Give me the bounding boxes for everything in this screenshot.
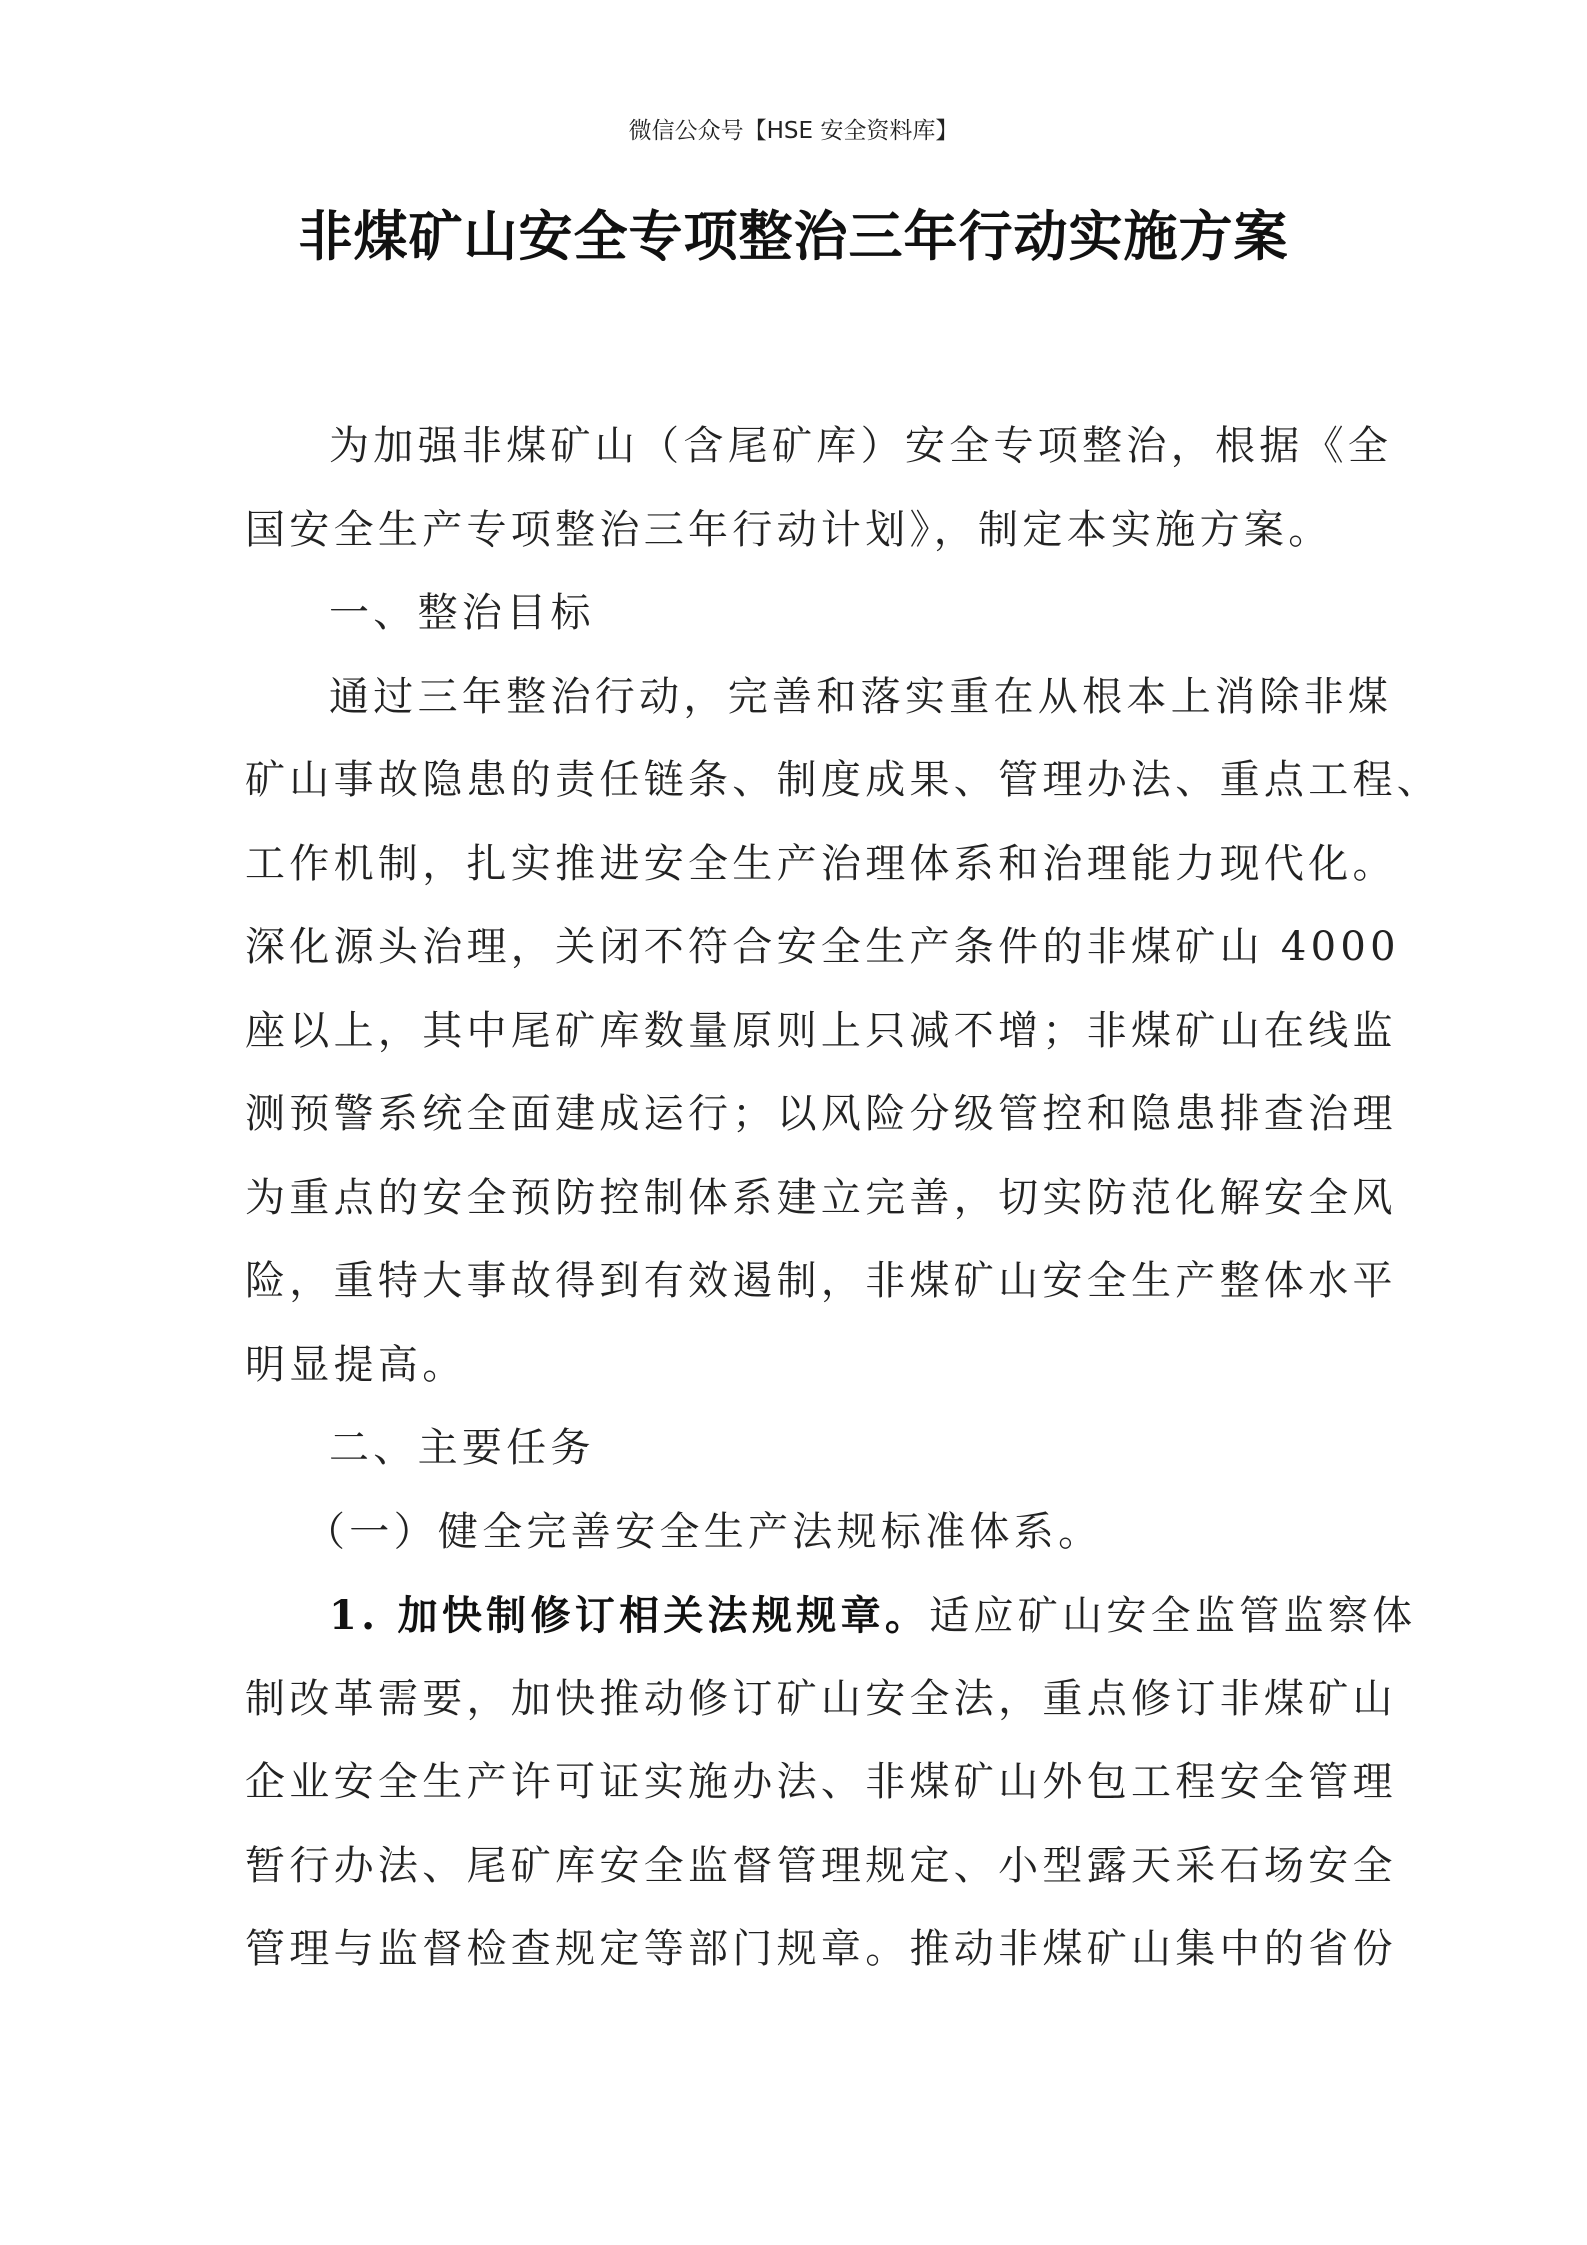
body-line: 座以上，其中尾矿库数量原则上只减不增；非煤矿山在线监	[245, 1007, 1397, 1054]
section-heading-tasks: 二、主要任务	[329, 1425, 595, 1471]
body-line-with-lead	[245, 1574, 1417, 1658]
body-line: 制改革需要，加快推动修订矿山安全法，重点修订非煤矿山	[245, 1675, 1397, 1722]
body-line: 险，重特大事故得到有效遏制，非煤矿山安全生产整体水平	[245, 1258, 1397, 1304]
body-line: 通过三年整治行动，完善和落实重在从根本上消除非煤	[329, 673, 1393, 720]
body-line: 工作机制，扎实推进安全生产治理体系和治理能力现代化。	[245, 840, 1397, 887]
body-line: 明显提高。	[245, 1341, 467, 1388]
body-line-rest: 适应矿山安全监管监察体	[929, 1593, 1417, 1639]
bold-lead-text: 1. 加快制修订相关法规规章。	[329, 1592, 930, 1639]
body-line: 国安全生产专项整治三年行动计划》，制定本实施方案。	[245, 506, 1333, 553]
body-line: 深化源头治理，关闭不符合安全生产条件的非煤矿山 4000	[245, 924, 1400, 970]
body-line: 企业安全生产许可证实施办法、非煤矿山外包工程安全管理	[245, 1759, 1397, 1805]
body-line: 矿山事故隐患的责任链条、制度成果、管理办法、重点工程、	[245, 757, 1442, 803]
document-body	[245, 405, 1442, 1992]
body-line: 管理与监督检查规定等部门规章。推动非煤矿山集中的省份	[245, 1926, 1397, 1972]
body-line: 为加强非煤矿山（含尾矿库）安全专项整治，根据《全	[329, 423, 1393, 469]
body-line: 测预警系统全面建成运行；以风险分级管控和隐患排查治理	[245, 1091, 1397, 1137]
body-line: 为重点的安全预防控制体系建立完善，切实防范化解安全风	[245, 1174, 1397, 1221]
header-note: 微信公众号【HSE 安全资料库】	[628, 118, 959, 144]
subsection-heading: （一）健全完善安全生产法规标准体系。	[305, 1508, 1103, 1555]
section-heading-goals: 一、整治目标	[329, 590, 595, 636]
body-line: 暂行办法、尾矿库安全监督管理规定、小型露天采石场安全	[245, 1842, 1397, 1889]
document-title: 非煤矿山安全专项整治三年行动实施方案	[298, 204, 1289, 268]
